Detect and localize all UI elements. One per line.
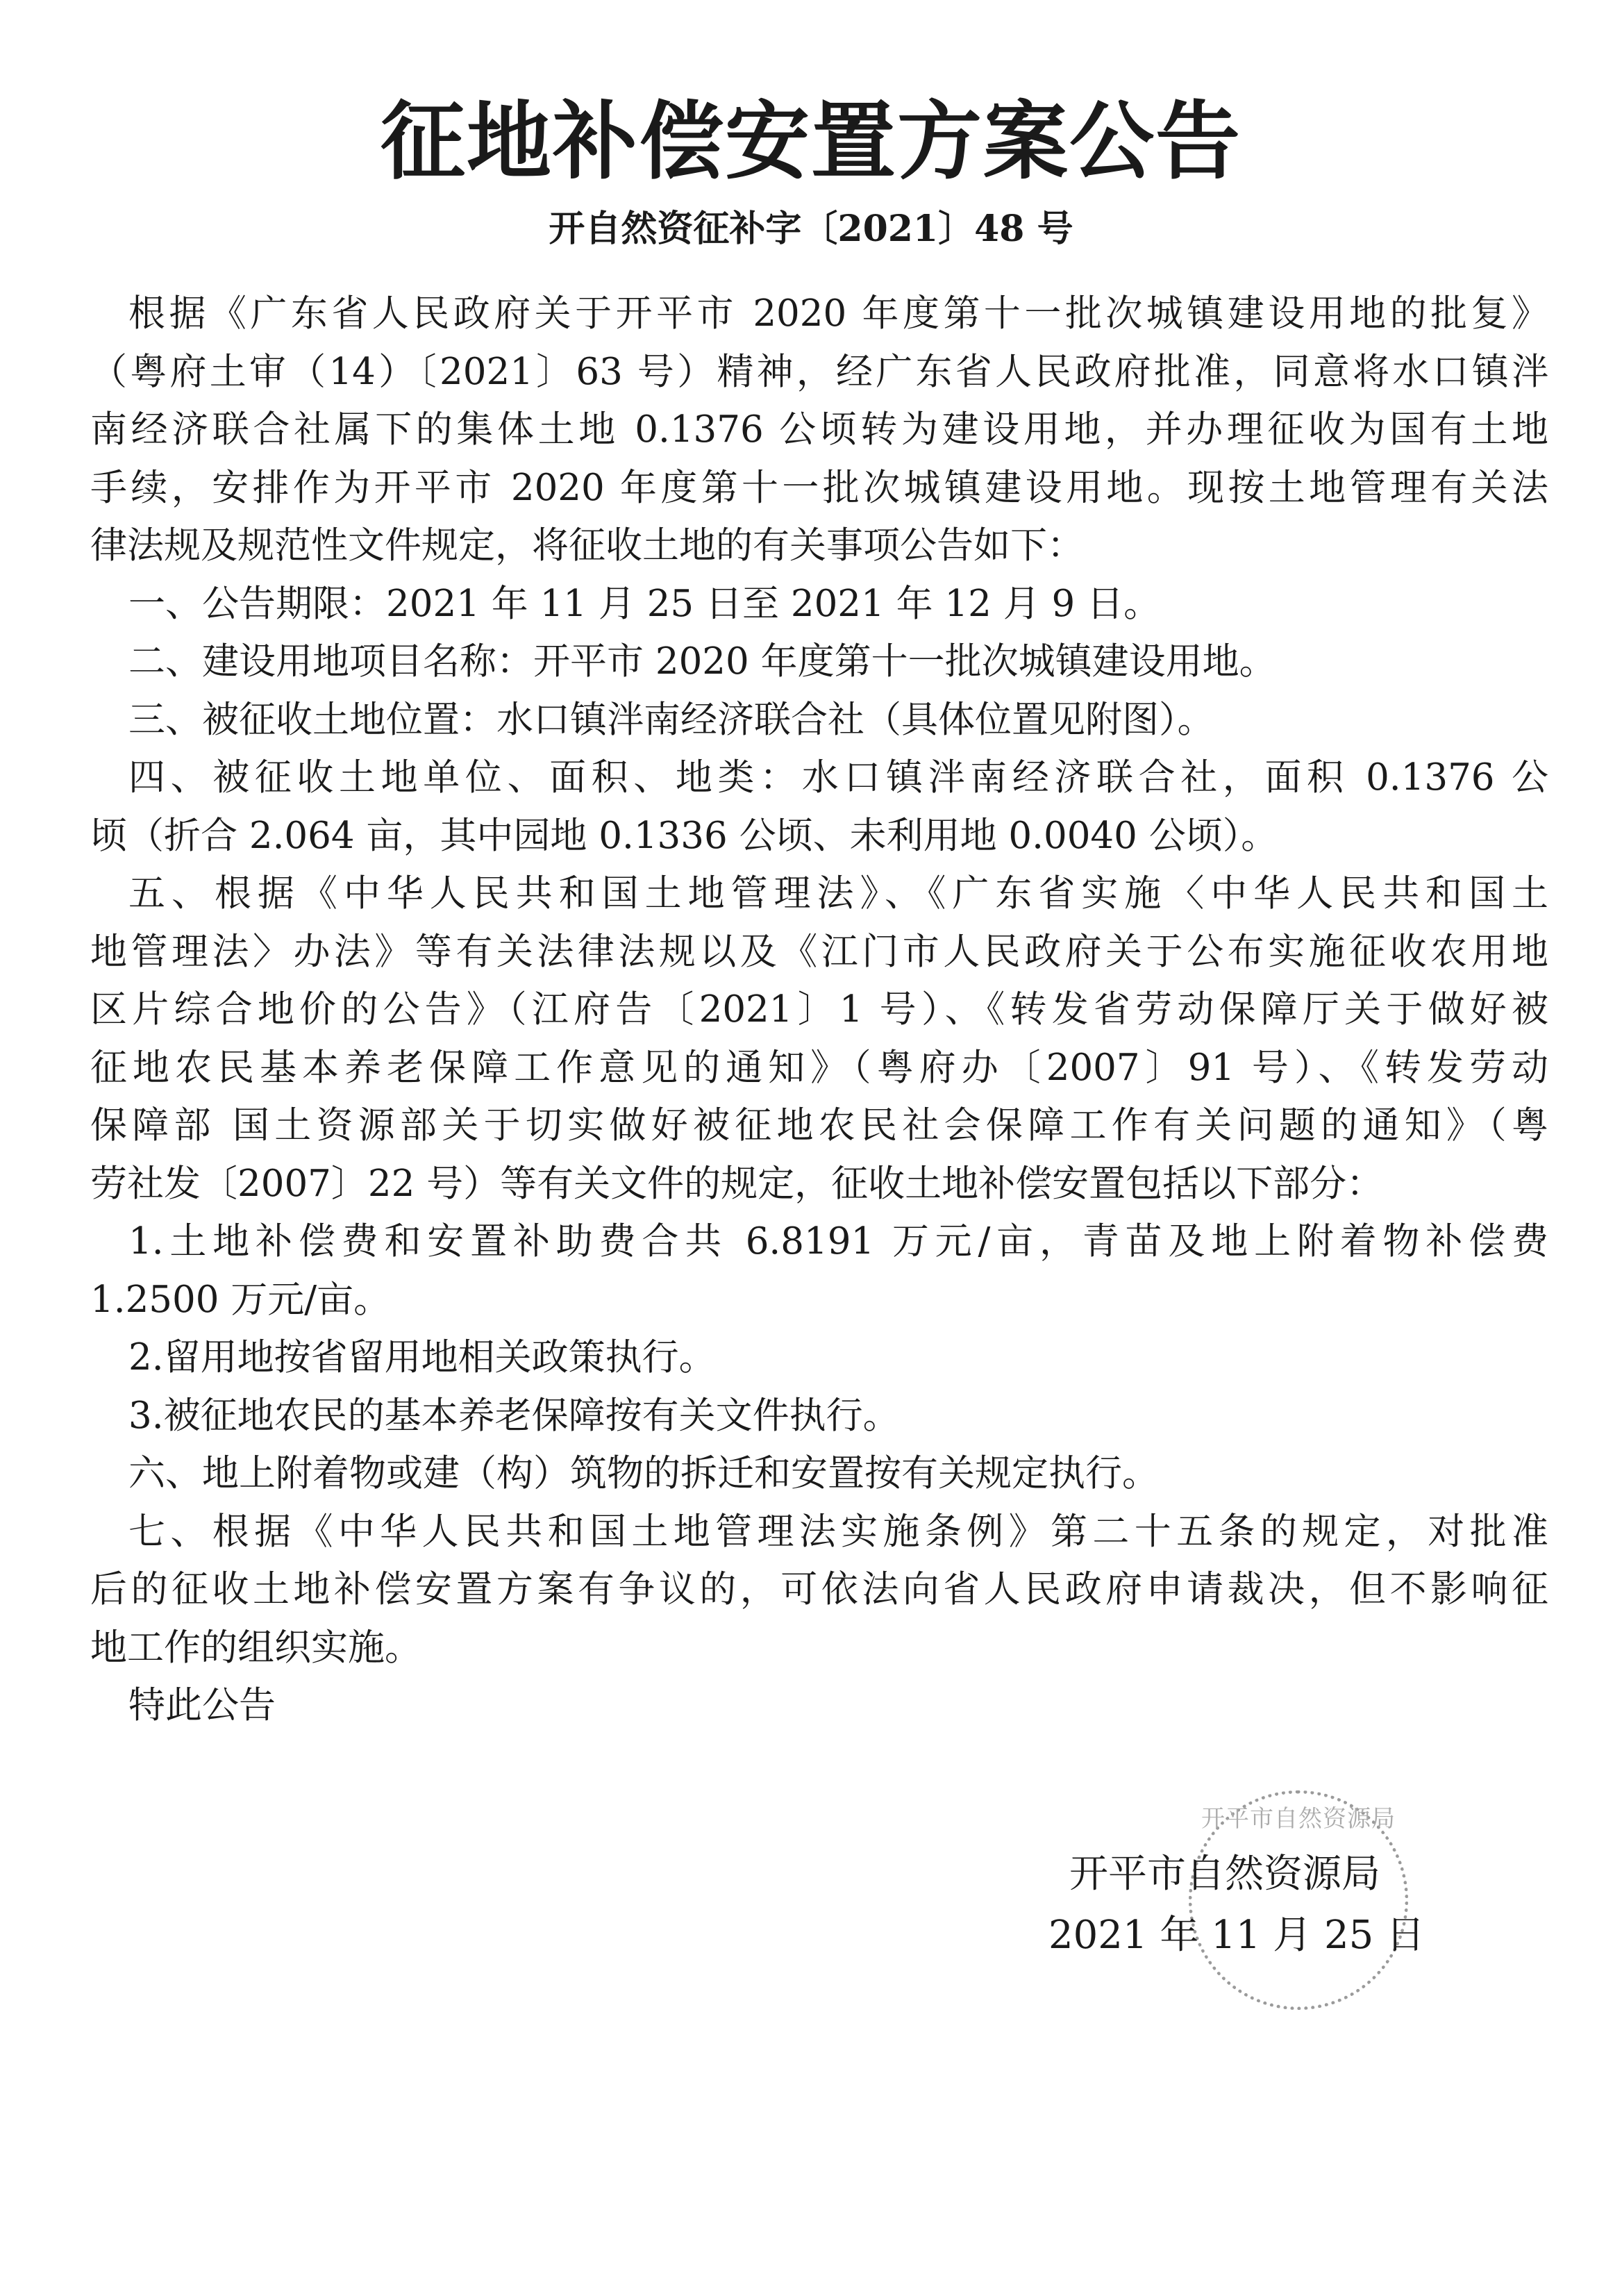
text-line: 地工作的组织实施。: [90, 1626, 421, 1669]
paragraph: [90, 1445, 1548, 1503]
paragraph: [90, 1387, 1548, 1445]
document-title: 征地补偿安置方案公告: [381, 91, 1241, 191]
issuer-name: 开平市自然资源局: [1069, 1852, 1380, 1897]
text-line: 二、建设用地项目名称：开平市 2020 年度第十一批次城镇建设用地。: [128, 640, 1276, 683]
text-line: 劳社发〔2007〕22 号）等有关文件的规定，征收土地补偿安置包括以下部分：: [90, 1162, 1384, 1205]
text-line: 顷（折合 2.064 亩，其中园地 0.1336 公顷、未利用地 0.0040 公顷）。: [90, 814, 1278, 857]
paragraph: [90, 633, 1548, 691]
paragraph: [90, 749, 1548, 865]
text-line: （粤府土审（14）〔2021〕63 号）精神，经广东省人民政府批准，同意将水口镇泮: [90, 350, 1548, 393]
text-line: 七、根据《中华人民共和国土地管理法实施条例》第二十五条的规定，对批准: [128, 1510, 1548, 1553]
paragraph: [90, 1213, 1548, 1329]
seal-text: 开平市自然资源局: [1201, 1805, 1396, 1833]
issue-date: 2021 年 11 月 25 日: [1048, 1913, 1425, 1958]
text-line: 1.土地补偿费和安置补助费合共 6.8191 万元/亩，青苗及地上附着物补偿费: [128, 1220, 1548, 1263]
paragraph: [90, 285, 1548, 575]
signature-block: [1048, 1844, 1425, 1966]
text-line: 后的征收土地补偿安置方案有争议的，可依法向省人民政府申请裁决，但不影响征: [90, 1568, 1548, 1611]
paragraph: [90, 691, 1548, 749]
document-number: 开自然资征补字〔2021〕48 号: [549, 208, 1073, 250]
text-line: 一、公告期限：2021 年 11 月 25 日至 2021 年 12 月 9 日。: [128, 582, 1161, 625]
text-line: 特此公告: [128, 1684, 276, 1727]
text-line: 2.留用地按省留用地相关政策执行。: [128, 1336, 716, 1379]
text-line: 律法规及规范性文件规定，将征收土地的有关事项公告如下：: [90, 524, 1084, 567]
text-line: 保障部 国土资源部关于切实做好被征地农民社会保障工作有关问题的通知》（粤: [90, 1104, 1548, 1147]
paragraph: [90, 1677, 1548, 1735]
paragraph: [90, 1503, 1548, 1677]
text-line: 四、被征收土地单位、面积、地类：水口镇泮南经济联合社，面积 0.1376 公: [128, 756, 1548, 799]
text-line: 三、被征收土地位置：水口镇泮南经济联合社（具体位置见附图）。: [128, 698, 1214, 741]
text-line: 手续，安排作为开平市 2020 年度第十一批次城镇建设用地。现按土地管理有关法: [90, 466, 1548, 509]
text-line: 根据《广东省人民政府关于开平市 2020 年度第十一批次城镇建设用地的批复》: [128, 292, 1548, 335]
paragraph: [90, 865, 1548, 1213]
paragraph: [90, 575, 1548, 633]
paragraph: [90, 1329, 1548, 1387]
text-line: 地管理法〉办法》等有关法律法规以及《江门市人民政府关于公布实施征收农用地: [90, 930, 1548, 973]
text-line: 区片综合地价的公告》（江府告〔2021〕1 号）、《转发省劳动保障厅关于做好被: [90, 988, 1548, 1031]
text-line: 六、地上附着物或建（构）筑物的拆迁和安置按有关规定执行。: [128, 1452, 1159, 1495]
text-line: 1.2500 万元/亩。: [90, 1278, 391, 1321]
text-line: 征地农民基本养老保障工作意见的通知》（粤府办〔2007〕91 号）、《转发劳动: [90, 1046, 1548, 1089]
document-body: [90, 285, 1548, 1735]
text-line: 南经济联合社属下的集体土地 0.1376 公顷转为建设用地，并办理征收为国有土地: [90, 408, 1548, 451]
text-line: 3.被征地农民的基本养老保障按有关文件执行。: [128, 1394, 900, 1437]
text-line: 五、根据《中华人民共和国土地管理法》、《广东省实施〈中华人民共和国土: [128, 872, 1548, 915]
